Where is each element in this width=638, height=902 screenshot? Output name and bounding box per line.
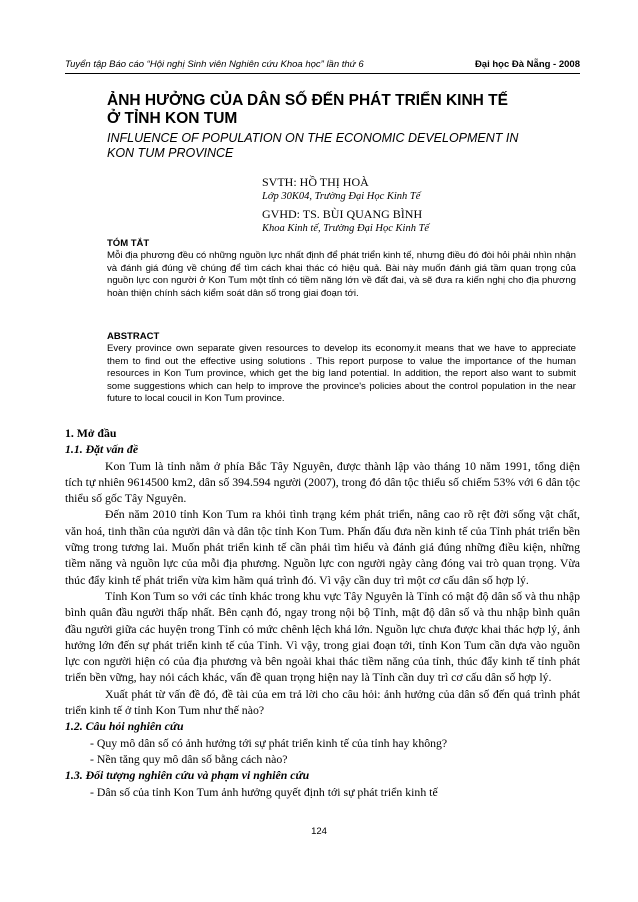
student-affiliation: Lớp 30K04, Trường Đại Học Kinh Tế — [262, 191, 421, 202]
title-block — [107, 92, 576, 161]
running-header — [65, 59, 580, 70]
abstract-vietnamese-heading: TÓM TẮT — [107, 238, 150, 249]
paragraph-2: Đến năm 2010 tỉnh Kon Tum ra khỏi tình trạng kém phát triển, nâng cao rõ rệt đời sống vật chất, văn hoá, tinh thần của người dân và dân tộc tỉnh Kon Tum. Phấn đấu đưa nền kinh tế của Tỉnh phát triển bền vững trong tương lai. Muốn phát triển kinh tế cần phải tìm hiểu và đánh giá đúng những điều kiện, những tiềm năng và nguồn lực của mỗi địa phương. Nguồn lực con người ngày càng đóng vai trò quan trọng. Vừa thúc đẩy kinh tế phát triển vừa kìm hãm quá trình đó. Vì vậy cần duy trì một cơ cấu dân số hợp lý. — [65, 507, 580, 587]
paper-title-line-2: Ở TỈNH KON TUM — [107, 110, 238, 127]
paper-title-english — [107, 131, 576, 161]
paragraph-3: Tỉnh Kon Tum so với các tỉnh khác trong khu vực Tây Nguyên là Tỉnh có mật độ dân số và thu nhập bình quân đầu người thấp nhất. Bên cạnh đó, ngay trong nội bộ Tỉnh, mật độ dân số và thu nhập bình quân đầu người giữa các huyện trong Tỉnh có mức chênh lệch khá lớn. Nguồn lực chưa được khai thác hợp lý, ảnh hưởng lớn đến sự phát triển kinh tế của Tỉnh. Vì vậy, trong giai đoạn tới, tỉnh Kon Tum cần dựa vào nguồn lực con người hiện có của địa phương và bên ngoài khai thác tiềm năng của tỉnh, thúc đẩy kinh tế tỉnh phát triển bền vững, hay nói cách khác, vấn đề quan trọng hiện nay là Tỉnh cần duy trì cơ cấu dân số hợp lý. — [65, 588, 580, 685]
paragraph-1: Kon Tum là tỉnh nằm ở phía Bắc Tây Nguyên, được thành lập vào tháng 10 năm 1991, tổng diện tích tự nhiên 9614500 km2, dân số 394.594 người (2007), trong đó dân tộc thiểu số chiếm 53% với 6 dân tộc thiểu số gốc Tây Nguyên. — [65, 458, 580, 506]
advisor-affiliation: Khoa Kinh tế, Trường Đại Học Kinh Tế — [262, 223, 430, 234]
subsection-heading-1-2: 1.2. Câu hỏi nghiên cứu — [65, 719, 184, 734]
paragraph-4: Xuất phát từ vấn đề đó, đề tài của em trả lời cho câu hỏi: ảnh hưởng của dân số đến quá trình phát triển kinh tế ở tỉnh Kon Tum như thế nào? — [65, 686, 580, 718]
header-proceedings-title: Tuyển tập Báo cáo “Hội nghị Sinh viên Nghiên cứu Khoa học” lần thứ 6 — [65, 59, 364, 70]
list-item: - Nền tăng quy mô dân số bằng cách nào? — [90, 751, 288, 766]
student-author: SVTH: HỒ THỊ HOÀ — [262, 175, 369, 189]
paper-title-english-line-1: INFLUENCE OF POPULATION ON THE ECONOMIC DEVELOPMENT IN — [107, 131, 519, 145]
header-rule — [65, 73, 580, 74]
abstract-english — [107, 331, 576, 406]
subsection-heading-1-3: 1.3. Đối tượng nghiên cứu và phạm vi nghiên cứu — [65, 768, 310, 783]
paper-title — [107, 92, 576, 128]
author-block — [262, 174, 429, 238]
section-heading-1: 1. Mở đầu — [65, 426, 117, 440]
paper-title-line-1: ẢNH HƯỞNG CỦA DÂN SỐ ĐẾN PHÁT TRIỂN KINH TẾ — [107, 92, 508, 109]
abstract-english-text: Every province own separate given resources to develop its economy.it means that we have to appreciate them to find out the effective using solutions . This report purpose to value the importance of the human resources in Kon Tum province, which get the big land potential. In addition, the report also want to submit some suggestions which can help to improve the province's policies about the control population in the near future to local coucil in Kon Tum province. — [107, 343, 576, 405]
page-number: 124 — [311, 826, 327, 837]
list-item: - Quy mô dân số có ảnh hưởng tới sự phát triển kinh tế của tỉnh hay không? — [90, 735, 448, 750]
subsection-heading-1-1: 1.1. Đặt vấn đề — [65, 442, 139, 457]
header-university: Đại học Đà Nẵng - 2008 — [474, 59, 580, 70]
abstract-vietnamese — [107, 238, 576, 300]
list-item: - Dân số của tỉnh Kon Tum ảnh hưởng quyết định tới sự phát triển kinh tế — [90, 784, 438, 799]
abstract-vietnamese-text: Mỗi địa phương đều có những nguồn lực nhất định để phát triển kinh tế, nhưng điều đó đòi hỏi phải nhìn nhận và đánh giá đúng về chúng để tìm cách khai thác có hiệu quả. Bài này muốn đánh giá tầm quan trọng của nguồn lực con người ở Kon Tum một tỉnh có tiềm năng lớn về đất đai, và sẽ đưa ra kiến nghị cho địa phương hoàn thiện chính sách kiểm soát dân số trong giai đoạn tới. — [107, 250, 576, 299]
paper-title-english-line-2: KON TUM PROVINCE — [107, 146, 234, 160]
body-text — [65, 425, 580, 800]
advisor-author: GVHD: TS. BÙI QUANG BÌNH — [262, 207, 423, 221]
abstract-english-heading: ABSTRACT — [107, 331, 160, 342]
